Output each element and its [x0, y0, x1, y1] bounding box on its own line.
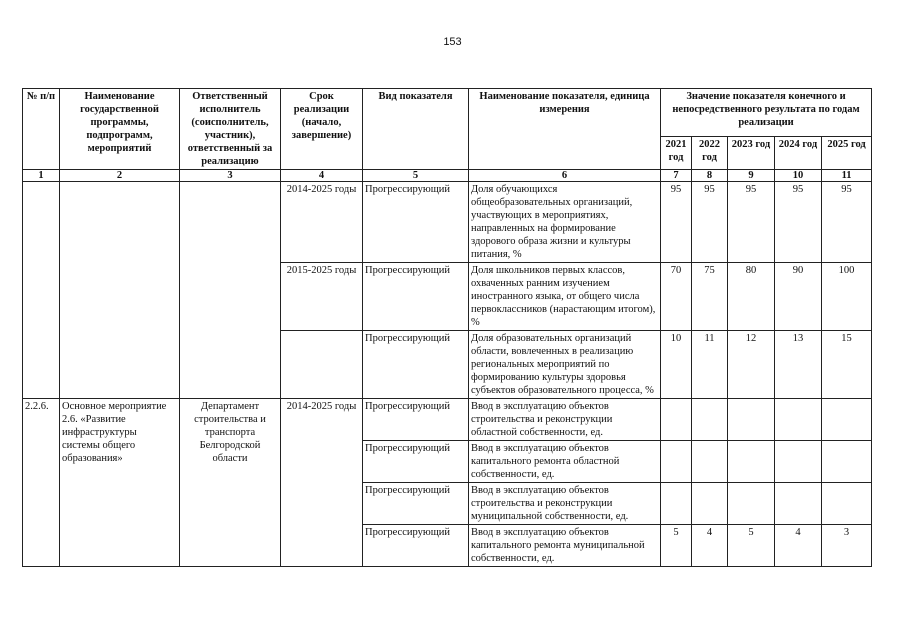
header-num: № п/п — [23, 89, 60, 170]
cell-indicator-type: Прогрессирующий — [363, 441, 469, 483]
cell-value-2022 — [692, 483, 728, 525]
cell-indicator-type: Прогрессирующий — [363, 399, 469, 441]
header-indicator-name: Наименование показателя, единица измерения — [469, 89, 661, 170]
header-year-2023: 2023 год — [728, 136, 775, 169]
column-number: 9 — [728, 170, 775, 182]
cell-indicator-type: Прогрессирующий — [363, 331, 469, 399]
table-row — [23, 182, 872, 263]
cell-value-2023: 80 — [728, 263, 775, 331]
column-number: 3 — [180, 170, 281, 182]
cell-indicator-name: Ввод в эксплуатацию объектов строительства и реконструкции областной собственности, ед. — [469, 399, 661, 441]
cell-num — [23, 182, 60, 399]
cell-num: 2.2.6. — [23, 399, 60, 567]
cell-value-2022: 11 — [692, 331, 728, 399]
cell-indicator-type: Прогрессирующий — [363, 525, 469, 567]
column-number: 2 — [60, 170, 180, 182]
cell-value-2023 — [728, 483, 775, 525]
column-number: 11 — [822, 170, 872, 182]
column-number: 8 — [692, 170, 728, 182]
cell-program: Основное мероприятие 2.6. «Развитие инфраструктуры системы общего образования» — [60, 399, 180, 567]
column-number: 10 — [775, 170, 822, 182]
cell-indicator-name: Доля школьников первых классов, охваченных ранним изучением иностранного языка, от общего числа первоклассников (нарастающим итогом), % — [469, 263, 661, 331]
cell-period: 2015-2025 годы — [281, 263, 363, 331]
cell-indicator-name: Доля образовательных организаций области, вовлеченных в реализацию региональных мероприятий по формированию культуры здоровья субъектов образовательного процесса, % — [469, 331, 661, 399]
cell-executor: Департамент строительства и транспорта Белгородской области — [180, 399, 281, 567]
cell-value-2024: 4 — [775, 525, 822, 567]
cell-value-2022: 95 — [692, 182, 728, 263]
cell-indicator-type: Прогрессирующий — [363, 483, 469, 525]
cell-value-2021: 95 — [661, 182, 692, 263]
cell-value-2025 — [822, 441, 872, 483]
cell-indicator-type: Прогрессирующий — [363, 263, 469, 331]
column-number: 7 — [661, 170, 692, 182]
cell-period: 2014-2025 годы — [281, 399, 363, 567]
header-values-group: Значение показателя конечного и непосредственного результата по годам реализации — [661, 89, 872, 137]
column-number: 5 — [363, 170, 469, 182]
header-year-2022: 2022 год — [692, 136, 728, 169]
cell-value-2021: 70 — [661, 263, 692, 331]
header-indicator-type: Вид показателя — [363, 89, 469, 170]
cell-value-2023 — [728, 399, 775, 441]
cell-value-2025: 100 — [822, 263, 872, 331]
cell-value-2023 — [728, 441, 775, 483]
column-number: 4 — [281, 170, 363, 182]
cell-value-2025: 3 — [822, 525, 872, 567]
column-number: 6 — [469, 170, 661, 182]
indicators-table — [22, 88, 872, 567]
cell-executor — [180, 182, 281, 399]
cell-value-2025 — [822, 399, 872, 441]
column-numbers-row — [23, 170, 872, 182]
cell-period — [281, 331, 363, 399]
header-executor: Ответственный исполнитель (соисполнитель, участник), ответственный за реализацию — [180, 89, 281, 170]
cell-value-2021: 10 — [661, 331, 692, 399]
cell-value-2021: 5 — [661, 525, 692, 567]
cell-indicator-name: Ввод в эксплуатацию объектов капитального ремонта муниципальной собственности, ед. — [469, 525, 661, 567]
cell-value-2023: 95 — [728, 182, 775, 263]
cell-value-2024 — [775, 483, 822, 525]
cell-program — [60, 182, 180, 399]
cell-value-2024 — [775, 399, 822, 441]
cell-value-2025: 95 — [822, 182, 872, 263]
cell-value-2022 — [692, 441, 728, 483]
cell-indicator-name: Доля обучающихся общеобразовательных организаций, участвующих в мероприятиях, направленных на формирование здорового образа жизни и культуры питания, % — [469, 182, 661, 263]
cell-value-2021 — [661, 441, 692, 483]
header-period: Срок реализации (начало, завершение) — [281, 89, 363, 170]
cell-value-2023: 12 — [728, 331, 775, 399]
cell-period: 2014-2025 годы — [281, 182, 363, 263]
cell-value-2021 — [661, 483, 692, 525]
header-year-2021: 2021 год — [661, 136, 692, 169]
cell-indicator-name: Ввод в эксплуатацию объектов капитального ремонта областной собственности, ед. — [469, 441, 661, 483]
cell-value-2024: 13 — [775, 331, 822, 399]
cell-indicator-type: Прогрессирующий — [363, 182, 469, 263]
table-row — [23, 399, 872, 441]
column-number: 1 — [23, 170, 60, 182]
page-number: 153 — [443, 36, 462, 48]
cell-value-2023: 5 — [728, 525, 775, 567]
header-year-2025: 2025 год — [822, 136, 872, 169]
header-program: Наименование государственной программы, подпрограмм, мероприятий — [60, 89, 180, 170]
cell-value-2021 — [661, 399, 692, 441]
cell-value-2025 — [822, 483, 872, 525]
header-row-1 — [23, 89, 872, 137]
cell-value-2022: 75 — [692, 263, 728, 331]
cell-value-2024: 95 — [775, 182, 822, 263]
cell-value-2022 — [692, 399, 728, 441]
cell-indicator-name: Ввод в эксплуатацию объектов строительства и реконструкции муниципальной собственности, ед. — [469, 483, 661, 525]
cell-value-2024 — [775, 441, 822, 483]
cell-value-2022: 4 — [692, 525, 728, 567]
cell-value-2025: 15 — [822, 331, 872, 399]
header-year-2024: 2024 год — [775, 136, 822, 169]
cell-value-2024: 90 — [775, 263, 822, 331]
